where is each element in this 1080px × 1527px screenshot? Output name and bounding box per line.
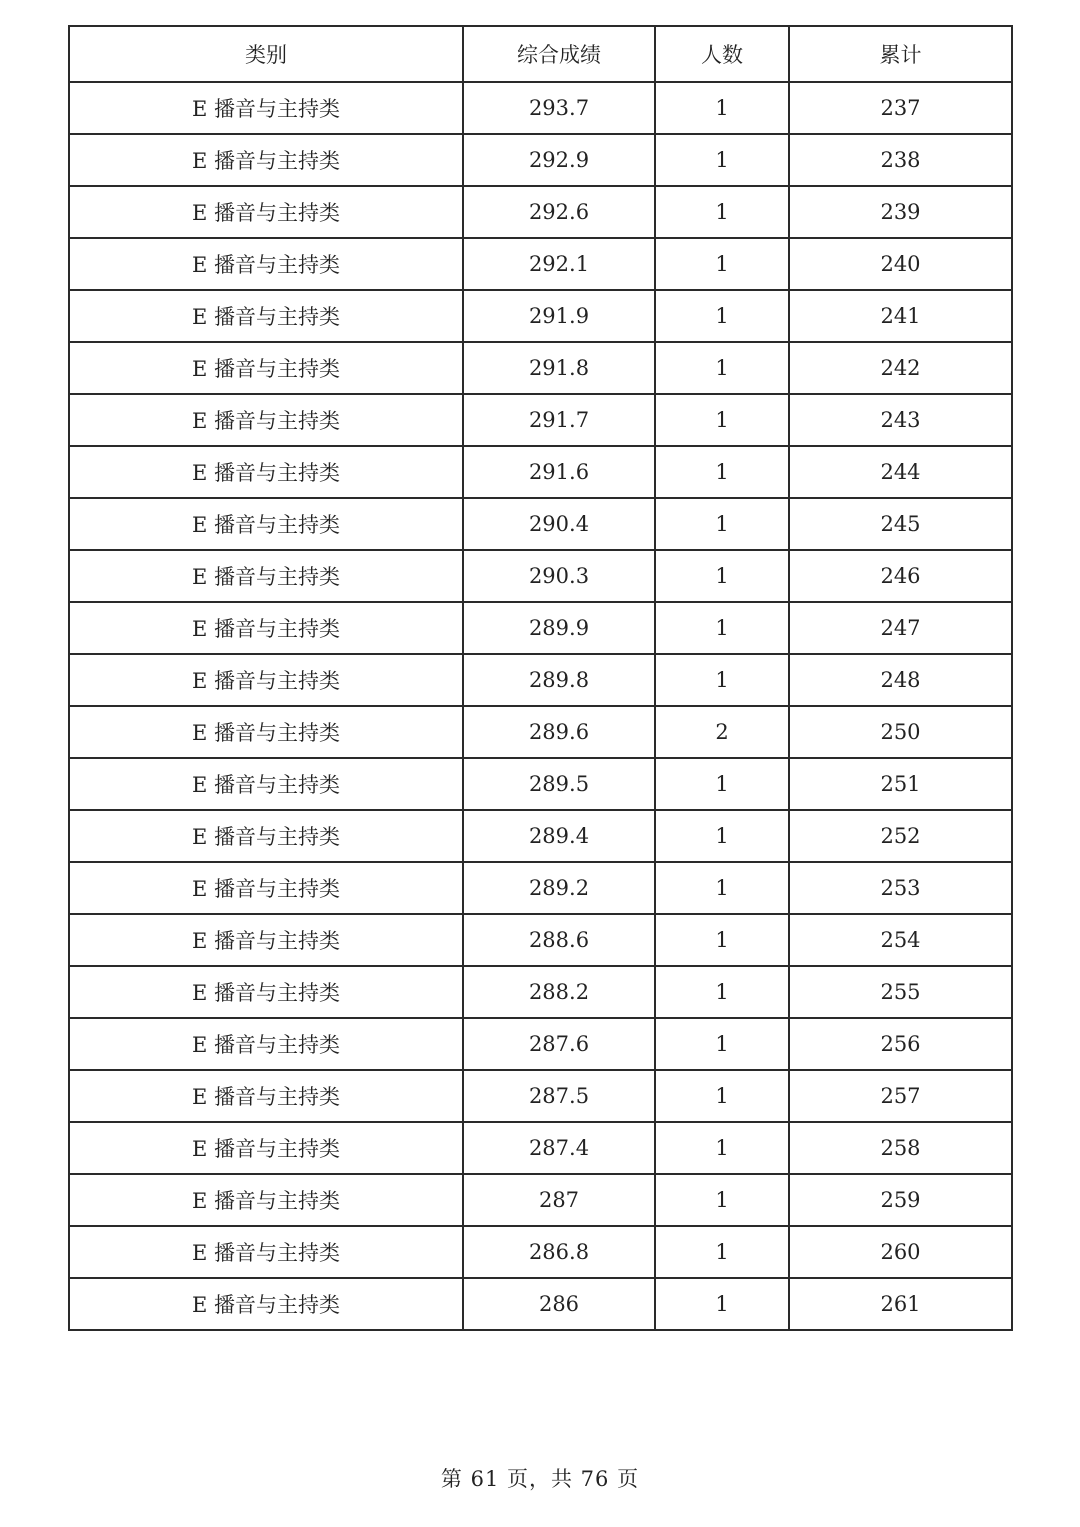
category-cell: E 播音与主持类 xyxy=(69,966,463,1018)
table-row xyxy=(69,82,1012,134)
category-cell: E 播音与主持类 xyxy=(69,446,463,498)
header-cumulative: 累计 xyxy=(789,26,1012,82)
table-row xyxy=(69,758,1012,810)
table-row xyxy=(69,810,1012,862)
count-cell: 1 xyxy=(655,134,789,186)
cumulative-cell: 260 xyxy=(789,1226,1012,1278)
table-row xyxy=(69,134,1012,186)
count-cell: 1 xyxy=(655,1174,789,1226)
table-row xyxy=(69,394,1012,446)
header-row xyxy=(69,26,1012,82)
table-row xyxy=(69,446,1012,498)
score-cell: 289.5 xyxy=(463,758,655,810)
category-cell: E 播音与主持类 xyxy=(69,550,463,602)
category-cell: E 播音与主持类 xyxy=(69,186,463,238)
header-category: 类别 xyxy=(69,26,463,82)
count-cell: 1 xyxy=(655,654,789,706)
table-row xyxy=(69,862,1012,914)
table-row xyxy=(69,654,1012,706)
cumulative-cell: 244 xyxy=(789,446,1012,498)
score-cell: 290.3 xyxy=(463,550,655,602)
cumulative-cell: 250 xyxy=(789,706,1012,758)
category-cell: E 播音与主持类 xyxy=(69,810,463,862)
cumulative-cell: 241 xyxy=(789,290,1012,342)
cumulative-cell: 240 xyxy=(789,238,1012,290)
table-row xyxy=(69,290,1012,342)
cumulative-cell: 246 xyxy=(789,550,1012,602)
score-cell: 286 xyxy=(463,1278,655,1330)
count-cell: 1 xyxy=(655,602,789,654)
category-cell: E 播音与主持类 xyxy=(69,706,463,758)
count-cell: 1 xyxy=(655,394,789,446)
score-cell: 287.4 xyxy=(463,1122,655,1174)
cumulative-cell: 259 xyxy=(789,1174,1012,1226)
score-cell: 289.2 xyxy=(463,862,655,914)
table-row xyxy=(69,498,1012,550)
cumulative-cell: 237 xyxy=(789,82,1012,134)
count-cell: 1 xyxy=(655,82,789,134)
category-cell: E 播音与主持类 xyxy=(69,1122,463,1174)
category-cell: E 播音与主持类 xyxy=(69,82,463,134)
count-cell: 1 xyxy=(655,862,789,914)
cumulative-cell: 252 xyxy=(789,810,1012,862)
score-cell: 291.6 xyxy=(463,446,655,498)
category-cell: E 播音与主持类 xyxy=(69,1018,463,1070)
cumulative-cell: 253 xyxy=(789,862,1012,914)
count-cell: 1 xyxy=(655,498,789,550)
score-cell: 288.6 xyxy=(463,914,655,966)
category-cell: E 播音与主持类 xyxy=(69,1226,463,1278)
cumulative-cell: 247 xyxy=(789,602,1012,654)
count-cell: 1 xyxy=(655,758,789,810)
category-cell: E 播音与主持类 xyxy=(69,654,463,706)
category-cell: E 播音与主持类 xyxy=(69,1174,463,1226)
category-cell: E 播音与主持类 xyxy=(69,342,463,394)
score-cell: 287 xyxy=(463,1174,655,1226)
category-cell: E 播音与主持类 xyxy=(69,1278,463,1330)
category-cell: E 播音与主持类 xyxy=(69,134,463,186)
header-score: 综合成绩 xyxy=(463,26,655,82)
count-cell: 1 xyxy=(655,1226,789,1278)
score-cell: 286.8 xyxy=(463,1226,655,1278)
table-row xyxy=(69,1018,1012,1070)
category-cell: E 播音与主持类 xyxy=(69,238,463,290)
count-cell: 1 xyxy=(655,446,789,498)
page-number-footer: 第 61 页，共 76 页 xyxy=(440,1467,640,1491)
table-row xyxy=(69,1174,1012,1226)
count-cell: 1 xyxy=(655,550,789,602)
cumulative-cell: 256 xyxy=(789,1018,1012,1070)
score-cell: 287.5 xyxy=(463,1070,655,1122)
score-cell: 293.7 xyxy=(463,82,655,134)
table-row xyxy=(69,1278,1012,1330)
score-cell: 292.1 xyxy=(463,238,655,290)
cumulative-cell: 243 xyxy=(789,394,1012,446)
table-row xyxy=(69,550,1012,602)
table-row xyxy=(69,1122,1012,1174)
count-cell: 1 xyxy=(655,1070,789,1122)
count-cell: 1 xyxy=(655,1278,789,1330)
cumulative-cell: 248 xyxy=(789,654,1012,706)
count-cell: 1 xyxy=(655,290,789,342)
table-body xyxy=(69,82,1012,1330)
category-cell: E 播音与主持类 xyxy=(69,862,463,914)
category-cell: E 播音与主持类 xyxy=(69,290,463,342)
count-cell: 1 xyxy=(655,1018,789,1070)
score-cell: 289.4 xyxy=(463,810,655,862)
count-cell: 1 xyxy=(655,810,789,862)
score-cell: 291.7 xyxy=(463,394,655,446)
score-cell: 289.9 xyxy=(463,602,655,654)
table-row xyxy=(69,186,1012,238)
cumulative-cell: 254 xyxy=(789,914,1012,966)
table-row xyxy=(69,1070,1012,1122)
count-cell: 1 xyxy=(655,1122,789,1174)
cumulative-cell: 255 xyxy=(789,966,1012,1018)
cumulative-cell: 258 xyxy=(789,1122,1012,1174)
score-table xyxy=(68,25,1013,1331)
score-cell: 287.6 xyxy=(463,1018,655,1070)
count-cell: 1 xyxy=(655,966,789,1018)
count-cell: 2 xyxy=(655,706,789,758)
count-cell: 1 xyxy=(655,238,789,290)
table-row xyxy=(69,238,1012,290)
count-cell: 1 xyxy=(655,186,789,238)
cumulative-cell: 238 xyxy=(789,134,1012,186)
count-cell: 1 xyxy=(655,914,789,966)
category-cell: E 播音与主持类 xyxy=(69,394,463,446)
score-cell: 292.9 xyxy=(463,134,655,186)
cumulative-cell: 242 xyxy=(789,342,1012,394)
score-cell: 288.2 xyxy=(463,966,655,1018)
score-cell: 289.6 xyxy=(463,706,655,758)
category-cell: E 播音与主持类 xyxy=(69,602,463,654)
category-cell: E 播音与主持类 xyxy=(69,1070,463,1122)
cumulative-cell: 257 xyxy=(789,1070,1012,1122)
cumulative-cell: 251 xyxy=(789,758,1012,810)
table-row xyxy=(69,914,1012,966)
score-cell: 289.8 xyxy=(463,654,655,706)
count-cell: 1 xyxy=(655,342,789,394)
table-header xyxy=(69,26,1012,82)
score-cell: 292.6 xyxy=(463,186,655,238)
category-cell: E 播音与主持类 xyxy=(69,758,463,810)
cumulative-cell: 239 xyxy=(789,186,1012,238)
table-row xyxy=(69,1226,1012,1278)
category-cell: E 播音与主持类 xyxy=(69,498,463,550)
score-cell: 290.4 xyxy=(463,498,655,550)
category-cell: E 播音与主持类 xyxy=(69,914,463,966)
score-cell: 291.8 xyxy=(463,342,655,394)
table-row xyxy=(69,966,1012,1018)
table-row xyxy=(69,342,1012,394)
score-cell: 291.9 xyxy=(463,290,655,342)
cumulative-cell: 261 xyxy=(789,1278,1012,1330)
table-row xyxy=(69,602,1012,654)
cumulative-cell: 245 xyxy=(789,498,1012,550)
header-count: 人数 xyxy=(655,26,789,82)
table-row xyxy=(69,706,1012,758)
